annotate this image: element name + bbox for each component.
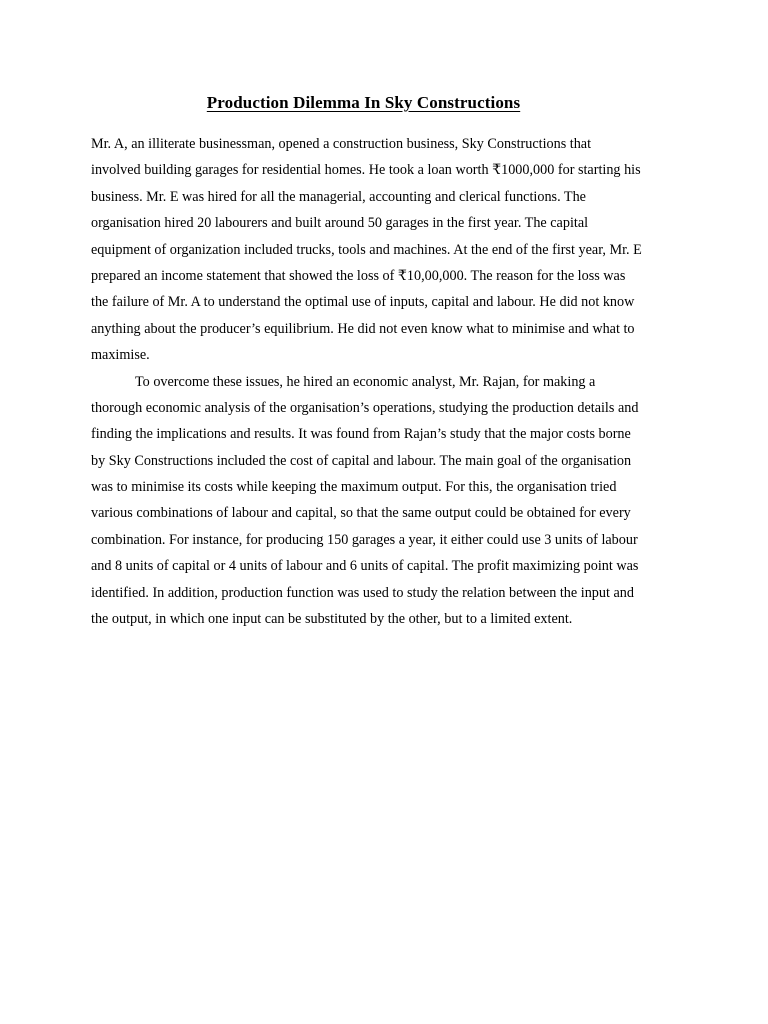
paragraph-line: identified. In addition, production function was used to study the relation between the input and [91,584,634,601]
paragraph-line: the failure of Mr. A to understand the optimal use of inputs, capital and labour. He did not know [91,294,635,311]
paragraph-line: Mr. A, an illiterate businessman, opened a construction business, Sky Constructions that [91,136,592,152]
paragraph-line: finding the implications and results. It was found from Rajan’s study that the major costs borne [91,426,631,443]
paragraph-line: equipment of organization included trucks, tools and machines. At the end of the first year, Mr. E [91,241,642,258]
paragraph-line: the output, in which one input can be substituted by the other, but to a limited extent. [91,611,573,628]
paragraph-line: and 8 units of capital or 4 units of labour and 6 units of capital. The profit maximizing point was [91,558,639,575]
paragraph-line: was to minimise its costs while keeping the maximum output. For this, the organisation tried [91,479,617,496]
paragraph-line: combination. For instance, for producing 150 garages a year, it either could use 3 units of labour [91,531,638,548]
paragraph-line: prepared an income statement that showed the loss of ₹10,00,000. The reason for the loss was [91,267,626,284]
paragraph-line: business. Mr. E was hired for all the managerial, accounting and clerical functions. The [91,188,586,205]
paragraph-line: involved building garages for residential homes. He took a loan worth ₹1000,000 for starting his [91,162,641,179]
paragraph-line: organisation hired 20 labourers and built around 50 garages in the first year. The capital [91,215,589,232]
document-title: Production Dilemma In Sky Constructions [206,93,521,112]
paragraph-line-indented: To overcome these issues, he hired an economic analyst, Mr. Rajan, for making a [135,373,596,390]
paragraph-line: various combinations of labour and capital, so that the same output could be obtained for every [91,505,631,522]
paragraph-line: by Sky Constructions included the cost of capital and labour. The main goal of the organisation [91,452,632,469]
paragraph-line: maximise. [91,347,150,364]
document-body [91,131,679,632]
paragraph-line: thorough economic analysis of the organisation’s operations, studying the production details and [91,399,639,416]
paragraph-line: anything about the producer’s equilibrium. He did not even know what to minimise and what to [91,320,635,337]
